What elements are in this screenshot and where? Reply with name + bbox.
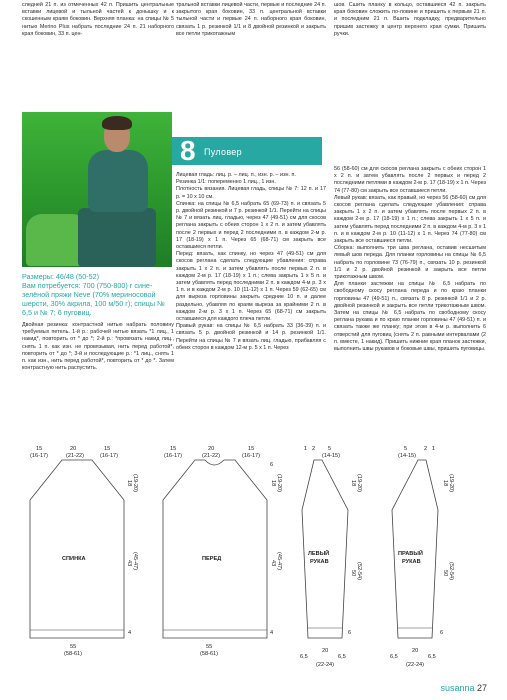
svg-text:(19-20): (19-20) — [448, 474, 454, 493]
svg-text:(52-54): (52-54) — [448, 562, 454, 581]
sizes: Размеры: 46/48 (50-52) — [22, 272, 100, 281]
svg-text:20: 20 — [412, 648, 419, 654]
double-rib-instructions: Двойная резинка: контрастной нитью набрать половину требуемых петель. 1-й р.: рабочей нитью вязать *1 лиц., 1 накид*, повторить от * до *; 2-й р.: *провязать накид лиц., снять 1 п. как изн. не провязывая, нить перед работой*, повторить от * до *; 3-й и последующие р.: *1 лиц., снять 1 п. как изн., нить перед работой*, повторить от * до *. Затем контрастную нить распустить. — [22, 322, 174, 372]
model-photo — [22, 112, 172, 267]
svg-text:1: 1 — [432, 446, 436, 452]
svg-text:(19-20): (19-20) — [276, 474, 282, 493]
right-sleeve-diagram — [390, 446, 454, 668]
svg-text:5: 5 — [328, 446, 332, 452]
svg-text:15: 15 — [170, 446, 177, 452]
svg-text:50: 50 — [442, 570, 448, 577]
left-sleeve-label-1: ЛЕВЫЙ — [308, 551, 330, 557]
legs-shape — [78, 208, 156, 267]
svg-text:18: 18 — [126, 480, 132, 487]
svg-text:20: 20 — [208, 446, 215, 452]
svg-text:6,5: 6,5 — [390, 654, 398, 660]
svg-text:(19-20): (19-20) — [132, 474, 138, 493]
svg-text:20: 20 — [70, 446, 77, 452]
svg-text:6,5: 6,5 — [338, 654, 346, 660]
svg-text:20: 20 — [322, 648, 329, 654]
pattern-diagrams — [0, 430, 507, 680]
front-diagram — [163, 446, 282, 657]
left-sleeve-label-2: РУКАВ — [310, 559, 329, 565]
instructions-column-2: Лицевая гладь: лиц. р. – лиц. п., изн. р. – изн. п. Резинка 1/1: попеременно 1 лиц., 1 изн. Плотность вязания. Лицевая гладь, спицы № 7: 12 п. и 17 р. = 10 х 10 см. Спинка: на спицы № 6,5 набрать 65 (69-73) п. и связать 5 р. двойной резинкой и 7 р. резинкой 1/1. Перейти на спицы № 7 и вязать лиц. гладью, через 47 (49-51) см для скосов реглана закрыть с обеих сторон 1 х 2 п. и затем убавлять после 2 первых и перед 2 последними п. в каждом 2-м р. 17 (18-19) х 1 п. Через 65 (68-71) см закрыть все оставшиеся петли. Перед: вязать, как спинку, но через 47 (49-51) см для скосов реглана сделать следующие убавления: справа закрыть 1 х 2 п. и затем убавлять после первых 2 п. в каждом 2-м р. 17 (18-19) х 1 п.; слева закрыть 1 х 5 п. и затем убавлять перед последними 2 п. в каждом 4-м р. 3 х 1 п. и в каждом 2-м р. 10 (11-12) х 1 п. Через 59 (62-65) см для выреза горловины закрыть средние 10 п. и далее раздельно, убавляя по краям выреза за крайними 2 п. в каждом 2-м р. 3 х 1 п. Через 65 (68-71) см закрыть оставшиеся для каждого плеча петли. Правый рукав: на спицы № 6,5 набрать 33 (36-39) п. и связать 5 р. двойной резинкой и 14 р. резинкой 1/1. Перейти на спицы № 7 и вязать лиц. гладью, прибавляя с обеих сторон в каждом 12-м р. 5 х 1 п. Через — [176, 172, 326, 351]
svg-text:6: 6 — [348, 630, 352, 636]
svg-text:2: 2 — [424, 446, 428, 452]
svg-text:4: 4 — [270, 630, 274, 636]
svg-text:55: 55 — [70, 644, 77, 650]
svg-text:43: 43 — [126, 560, 132, 567]
back-label: СПИНКА — [62, 556, 86, 562]
svg-text:(16-17): (16-17) — [30, 453, 49, 459]
svg-text:15: 15 — [248, 446, 255, 452]
svg-text:(21-22): (21-22) — [66, 453, 85, 459]
svg-text:18: 18 — [270, 480, 276, 487]
svg-text:4: 4 — [128, 630, 132, 636]
svg-text:6,5: 6,5 — [300, 654, 308, 660]
svg-text:(16-17): (16-17) — [164, 453, 183, 459]
svg-text:(14-15): (14-15) — [398, 453, 417, 459]
svg-text:(52-54): (52-54) — [356, 562, 362, 581]
svg-text:(16-17): (16-17) — [242, 453, 261, 459]
sweater-shape — [88, 150, 148, 212]
svg-text:(45-47): (45-47) — [276, 552, 282, 571]
right-sleeve-label-1: ПРАВЫЙ — [398, 551, 423, 557]
top-column-3: шов. Сшить планку в кольцо, оставшиеся 42 п. закрыть края боковин сложить по-ловине и пришить к первым 21 п. и последним 21 п. Вшить подкладку, предварительно пришив застежку в центр верхнего края сумки. Пришить ручки. — [334, 2, 486, 37]
svg-text:5: 5 — [404, 446, 408, 452]
svg-text:(22-24): (22-24) — [316, 662, 335, 668]
pattern-badge — [172, 137, 322, 165]
page-number: 27 — [476, 683, 487, 693]
svg-text:15: 15 — [36, 446, 43, 452]
svg-text:6,5: 6,5 — [428, 654, 436, 660]
left-sleeve-diagram — [300, 446, 362, 668]
svg-text:(21-22): (21-22) — [202, 453, 221, 459]
svg-text:15: 15 — [104, 446, 111, 452]
top-column-2: тральной вставки лицевой части, первые и последние 24 п. закрытого края боковин, 33 п. центральной вставки тыльной части и первые 24 п. наборного края боковин, связать 1 р. резинкой 1/1 и 8 двойной резинкой и закрыть все петли трикотажным — [176, 2, 326, 37]
svg-text:(45-47): (45-47) — [132, 552, 138, 571]
svg-text:2: 2 — [312, 446, 316, 452]
svg-text:6: 6 — [440, 630, 444, 636]
svg-text:6: 6 — [270, 462, 274, 468]
pattern-number: 8 — [180, 135, 196, 166]
svg-text:(16-17): (16-17) — [100, 453, 119, 459]
svg-text:50: 50 — [350, 570, 356, 577]
materials: Вам потребуется: 700 (750-800) г сине-зелёной пряжи Neve (70% мериносовой шерсти, 30% акрила, 100 м/50 г); спицы № 6,5 и № 7; 6 пуговиц. — [22, 281, 165, 317]
svg-text:55: 55 — [206, 644, 213, 650]
svg-text:(22-24): (22-24) — [406, 662, 425, 668]
svg-text:1: 1 — [304, 446, 308, 452]
svg-text:18: 18 — [442, 480, 448, 487]
brand-name: susanna — [440, 683, 475, 693]
instructions-column-3: 56 (58-60) см для скосов реглана закрыть с обеих сторон 1 х 2 п. и затем убавлять после 2 первых и перед 2 последними петлями в каждом 2-м р. 17 (18-19) х 1 п. Через 74 (77-80) см закрыть все оставшиеся петли. Левый рукав: вязать, как правый, но через 56 (58-60) см для скосов реглана сделать следующие убавления: справа закрыть 1 х 2 п. и затем убавлять после первых 2 п. в каждом 2-м р. 17 (18-19) х 1 п.; слева закрыть 1 х 5 п. и затем убавлять перед последними 2 п. в каждом 4-м р. 3 х 1 п. и в каждом 2-м р. 10 (11-12) х 1 п. Через 74 (77-80) см закрыть все оставшиеся петли. Сборка: выполнить три шва реглана, оставив несшитым левый шов переда. Для планки горловины на спицы № 6,5 набрать по горловине 73 (76-79) п., связать 10 р. резинкой 1/1 и 2 р. двойной резинкой и закрыть все петли трикотажным швом. Для планки застежки на спицы № 6,5 набрать по свободному скосу реглана переда и по краю планки горловины 47 (49-51) п., связать 8 р. резинкой 1/1 и 2 р. двойной резинкой и закрыть все петли трикотажным швом. Затем на спицы № 6,5 набрать по свободному скосу реглана рукава и по краю планки горловины 47 (49-51) п. и связать также же планку; при этом в 4-м р. выполнить 6 отверстий для пуговиц (снять 2 п. равными интервалами (2 п. вместе, 1 накид). Пришить нижние края планок застежки, выполнить швы рукавов и боковые швы, пришить пуговицы. — [334, 166, 486, 353]
right-sleeve-label-2: РУКАВ — [402, 559, 421, 565]
svg-text:(58-61): (58-61) — [64, 651, 83, 657]
svg-text:(58-61): (58-61) — [200, 651, 219, 657]
svg-text:(19-20): (19-20) — [356, 474, 362, 493]
svg-text:(14-15): (14-15) — [322, 453, 341, 459]
requirements — [22, 272, 174, 317]
svg-text:18: 18 — [350, 480, 356, 487]
front-label: ПЕРЕД — [202, 556, 222, 562]
back-diagram — [30, 446, 138, 657]
page-footer — [440, 683, 487, 693]
svg-text:43: 43 — [270, 560, 276, 567]
top-column-1: следней 21 п. из отмеченных 42 п. Пришить центральные вставки лицевой и тыльной частей к донышку и к скошенным краям боковин. Верхняя планка: на спицы № 5 нитью Merino Plus набрать последние 24 п. 21 наборного края боковин, 33 п. цен- — [22, 2, 174, 37]
diagram-svg — [0, 430, 507, 680]
hair-shape — [102, 116, 132, 130]
pattern-title: Пуловер — [204, 147, 242, 157]
